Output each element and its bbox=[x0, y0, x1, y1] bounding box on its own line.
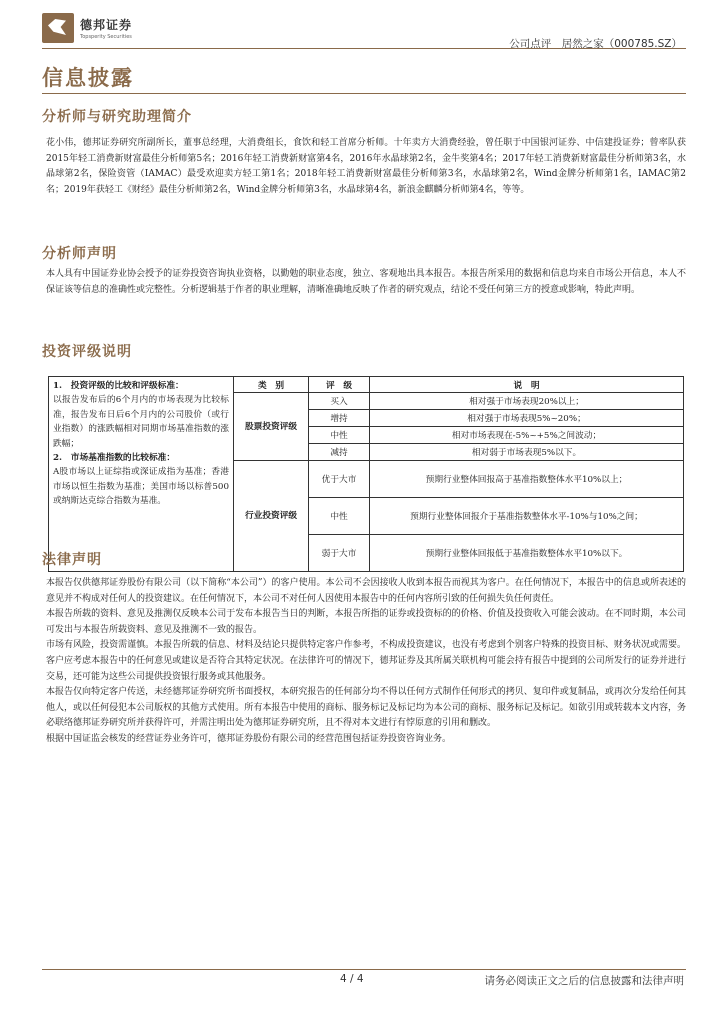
legal-paragraph: 本报告仅向特定客户传送，未经德邦证券研究所书面授权，本研究报告的任何部分均不得以任何方式制作任何形式的拷贝、复印件或复制品，或再次分发给任何其他人，或以任何侵犯本公司版权的其他方式使用。所有本报告中使用的商标、服务标记及标记均为本公司的商标、服务标记及标记。如欲引用或转载本文内容，务必联络德邦证券研究所并获得许可，并需注明出处为德邦证券研究所，且不得对本文进行有悖原意的引用和删改。 bbox=[46, 687, 686, 729]
col-header-level: 评 级 bbox=[309, 377, 370, 393]
analyst-statement-text: 本人具有中国证券业协会授予的证券投资咨询执业资格，以勤勉的职业态度，独立、客观地出具本报告。本报告所采用的数据和信息均来自市场公开信息，本人不保证该等信息的准确性或完整性。分析逻辑基于作者的职业理解，清晰准确地反映了作者的研究观点，结论不受任何第三方的授意或影响，特此声明。 bbox=[46, 269, 686, 295]
rating-description: 预期行业整体回报介于基准指数整体水平-10%与10%之间； bbox=[370, 498, 684, 535]
footer-divider bbox=[42, 969, 686, 970]
analyst-bio-text: 花小伟，德邦证券研究所副所长，董事总经理，大消费组长，食饮和轻工首席分析师。十年卖方大消费经验，曾任职于中国银河证券、中信建投证券；曾率队获2015年轻工消费新财富最佳分析师第5名；2016年轻工消费新财富第4名，2016年水晶球第2名，金牛奖第4名；2017年轻工消费新财富最佳分析师第3名，水晶球第2名，保险资管（IAMAC）最受欢迎卖方轻工第1名；2018年轻工消费新财富最佳分析师第3名，水晶球第2名，Wind金牌分析师第1名，IAMAC第2名；2019年获轻工《财经》最佳分析师第2名，Wind金牌分析师第3名，水晶球第4名，新浪金麒麟分析师第4名，等等。 bbox=[46, 138, 686, 195]
rating-level: 减持 bbox=[309, 444, 370, 461]
rating-description: 相对强于市场表现5%~20%； bbox=[370, 410, 684, 427]
industry-rating-category: 行业投资评级 bbox=[234, 461, 309, 572]
rating-description: 预期行业整体回报高于基准指数整体水平10%以上； bbox=[370, 461, 684, 498]
page-title: 信息披露 bbox=[42, 65, 134, 90]
company-logo bbox=[42, 13, 132, 43]
legal-paragraph: 市场有风险，投资需谨慎。本报告所载的信息、材料及结论只提供特定客户作参考，不构成投资建议，也没有考虑到个别客户特殊的投资目标、财务状况或需要。客户应考虑本报告中的任何意见或建议是否符合其特定状况。在法律许可的情况下，德邦证券及其所属关联机构可能会持有报告中提到的公司所发行的证券并进行交易，还可能为这些公司提供投资银行服务或其他服务。 bbox=[46, 640, 686, 682]
page-header bbox=[42, 10, 686, 50]
logo-name-en: Topsperity Securities bbox=[80, 34, 132, 40]
legal-section-title: 法律声明 bbox=[42, 552, 102, 568]
rating-level: 优于大市 bbox=[309, 461, 370, 498]
stock-rating-category: 股票投资评级 bbox=[234, 393, 309, 461]
page-number: 4 / 4 bbox=[340, 973, 364, 985]
rating-level: 中性 bbox=[309, 427, 370, 444]
report-type-and-ticker: 公司点评 居然之家（000785.SZ） bbox=[509, 38, 682, 50]
col-header-description: 说 明 bbox=[370, 377, 684, 393]
legal-paragraph: 本报告所载的资料、意见及推测仅反映本公司于发布本报告当日的判断，本报告所指的证券或投资标的的价格、价值及投资收入可能会波动。在不同时期，本公司可发出与本报告所载资料、意见及推测不一致的报告。 bbox=[46, 609, 686, 635]
rating-description: 预期行业整体回报低于基准指数整体水平10%以下。 bbox=[370, 535, 684, 572]
footer-notice: 请务必阅读正文之后的信息披露和法律声明 bbox=[484, 975, 684, 987]
criteria-heading-2: 2. 市场基准指数的比较标准： bbox=[53, 453, 176, 464]
criteria-text-1: 以报告发布后的6个月内的市场表现为比较标准，报告发布日后6个月内的公司股价（或行业指数）的涨跌幅相对同期市场基准指数的涨跌幅； bbox=[53, 395, 229, 449]
statement-section-title: 分析师声明 bbox=[42, 246, 117, 262]
logo-mark-icon bbox=[42, 13, 74, 43]
rating-level: 增持 bbox=[309, 410, 370, 427]
analyst-bio bbox=[46, 136, 686, 198]
legal-statement bbox=[46, 576, 686, 748]
analyst-section-title: 分析师与研究助理简介 bbox=[42, 109, 192, 125]
rating-table bbox=[48, 376, 684, 572]
logo-name-cn: 德邦证券 bbox=[80, 18, 133, 32]
analyst-statement bbox=[46, 267, 686, 298]
rating-description: 相对市场表现在-5%~+5%之间波动； bbox=[370, 427, 684, 444]
rating-section-title: 投资评级说明 bbox=[42, 344, 132, 360]
rating-level: 弱于大市 bbox=[309, 535, 370, 572]
rating-description: 相对弱于市场表现5%以下。 bbox=[370, 444, 684, 461]
rating-level: 中性 bbox=[309, 498, 370, 535]
rating-description: 相对强于市场表现20%以上； bbox=[370, 393, 684, 410]
rating-criteria-cell bbox=[49, 377, 234, 572]
header-divider bbox=[42, 48, 686, 49]
col-header-category: 类 别 bbox=[234, 377, 309, 393]
criteria-text-2: A股市场以上证综指或深证成指为基准；香港市场以恒生指数为基准；美国市场以标普500或纳斯达克综合指数为基准。 bbox=[53, 467, 229, 507]
rating-level: 买入 bbox=[309, 393, 370, 410]
criteria-heading-1: 1. 投资评级的比较和评级标准： bbox=[53, 381, 184, 391]
legal-paragraph: 根据中国证监会核发的经营证券业务许可，德邦证券股份有限公司的经营范围包括证券投资咨询业务。 bbox=[46, 733, 452, 744]
legal-paragraph: 本报告仅供德邦证券股份有限公司（以下简称“本公司”）的客户使用。本公司不会因接收人收到本报告而视其为客户。在任何情况下，本报告中的信息或所表述的意见并不构成对任何人的投资建议。在任何情况下，本公司不对任何人因使用本报告中的任何内容所引致的任何损失负任何责任。 bbox=[46, 578, 686, 604]
title-divider bbox=[42, 93, 686, 94]
